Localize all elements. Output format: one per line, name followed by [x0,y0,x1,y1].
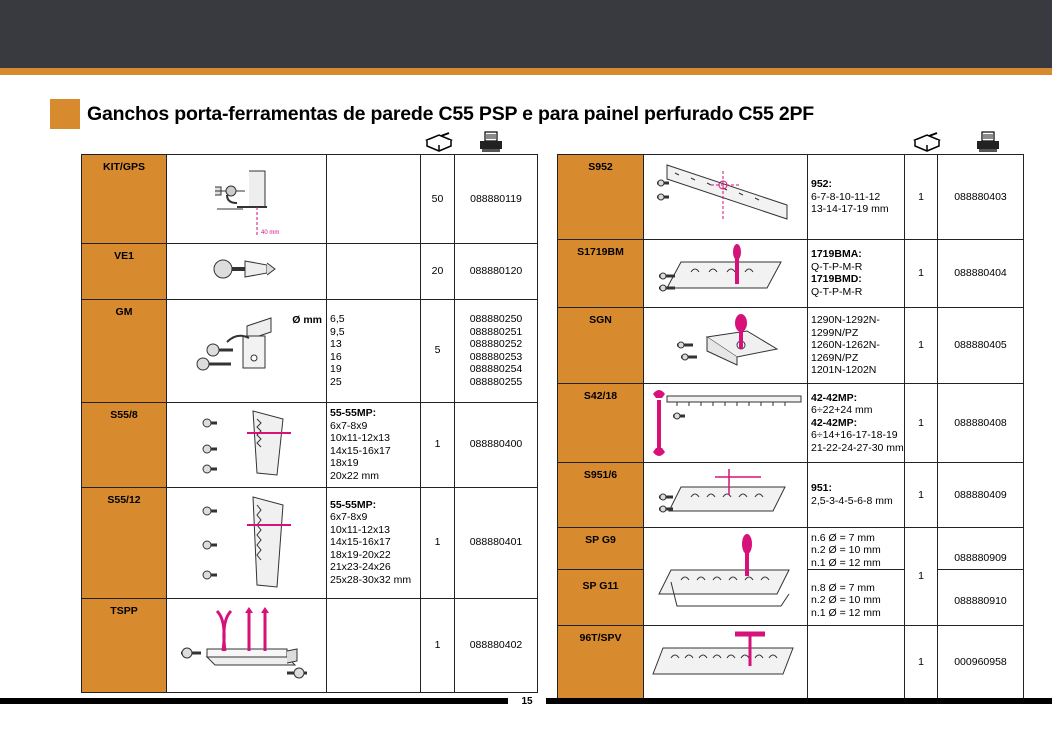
table-row [82,243,538,299]
table-row [558,463,1024,528]
product-image-sgn [644,308,808,384]
product-quantity: 1 [905,308,938,384]
product-reference: 088880401 [455,487,538,598]
product-code: SGN [558,308,644,384]
product-reference: 088880400 [455,402,538,487]
diameter-label: Ø mm [292,313,322,326]
product-description: 1719BMA: Q-T-P-M-R 1719BMD: Q-T-P-M-R [808,239,905,308]
product-description: 55-55MP: 6x7-8x9 10x11-12x13 14x15-16x17 18x19 20x22 mm [327,402,421,487]
product-code: S42/18 [558,384,644,463]
product-image-s55-8 [167,402,327,487]
product-description: 55-55MP: 6x7-8x9 10x11-12x13 14x15-16x17 18x19-20x22 21x23-24x26 25x28-30x32 mm [327,487,421,598]
table-row [82,299,538,402]
product-reference: 088880408 [938,384,1024,463]
product-description [808,626,905,699]
product-quantity: 5 [421,299,455,402]
quantity-box-icon [425,132,453,152]
product-reference: 088880250 088880251 088880252 088880253 088880254 088880255 [455,299,538,402]
product-quantity: 1 [421,402,455,487]
product-image-s951-6 [644,463,808,528]
row-divider [937,569,1023,570]
header-accent-line [0,68,1052,75]
product-image-s55-12 [167,487,327,598]
product-description [327,155,421,244]
product-description [327,243,421,299]
product-reference: 088880909 088880910 [938,527,1024,626]
table-row [558,155,1024,240]
product-code: TSPP [82,598,167,693]
product-reference: 088880404 [938,239,1024,308]
product-reference: 088880409 [938,463,1024,528]
product-code: S1719BM [558,239,644,308]
product-description: 951: 2,5-3-4-5-6-8 mm [808,463,905,528]
product-code: GM [82,299,167,402]
product-image-96t-spv [644,626,808,699]
table-row [558,384,1024,463]
product-code: S55/12 [82,487,167,598]
page-title: Ganchos porta-ferramentas de parede C55 PSP e para painel perfurado C55 2PF [87,103,814,125]
product-code: SP G9 SP G11 [558,527,644,626]
product-quantity: 1 [905,384,938,463]
product-code: 96T/SPV [558,626,644,699]
product-reference: 088880119 [455,155,538,244]
product-reference: 088880120 [455,243,538,299]
product-reference: 088880402 [455,598,538,693]
product-code: KIT/GPS [82,155,167,244]
product-image-s952 [644,155,808,240]
title-marker [50,99,80,129]
product-quantity: 1 [905,463,938,528]
product-code: S952 [558,155,644,240]
quantity-box-icon [913,132,941,152]
product-quantity: 1 [905,155,938,240]
product-image-sp-g9-g11 [644,527,808,626]
product-reference: 088880403 [938,155,1024,240]
table-row [82,402,538,487]
product-description: n.6 Ø = 7 mm n.2 Ø = 10 mm n.1 Ø = 12 mm n.8 Ø = 7 mm n.2 Ø = 10 mm n.1 Ø = 12 mm [808,527,905,626]
product-quantity: 1 [905,527,938,626]
table-row [82,487,538,598]
product-image-gm [167,299,327,402]
product-code: S55/8 [82,402,167,487]
product-quantity: 1 [905,626,938,699]
top-header-bar [0,0,1052,68]
product-description: 1290N-1292N- 1299N/PZ 1260N-1262N- 1269N/PZ 1201N-1202N [808,308,905,384]
product-code: S951/6 [558,463,644,528]
left-product-table [81,154,538,693]
right-product-table [557,154,1024,699]
product-code: VE1 [82,243,167,299]
table-row [558,626,1024,699]
table-row [558,308,1024,384]
barcode-printer-icon [976,131,1000,153]
product-reference: 088880405 [938,308,1024,384]
product-image-ve1 [167,243,327,299]
product-image-s1719bm [644,239,808,308]
product-description: 6,5 9,5 13 16 19 25 [327,299,421,402]
table-row [558,239,1024,308]
product-quantity: 1 [421,598,455,693]
product-reference: 000960958 [938,626,1024,699]
product-image-kit-gps [167,155,327,244]
table-row [558,527,1024,626]
product-quantity: 20 [421,243,455,299]
row-divider [557,569,643,570]
product-description: 952: 6-7-8-10-11-12 13-14-17-19 mm [808,155,905,240]
product-quantity: 1 [905,239,938,308]
row-divider [807,569,904,570]
product-quantity: 50 [421,155,455,244]
footer-bar-right [546,698,1052,704]
page-number: 15 [521,696,533,707]
table-row [82,155,538,244]
dimension-label: 40 mm [260,230,279,236]
product-image-tspp [167,598,327,693]
product-quantity: 1 [421,487,455,598]
footer-bar-left [0,698,508,704]
product-description [327,598,421,693]
table-row [82,598,538,693]
product-image-s42-18 [644,384,808,463]
barcode-printer-icon [479,131,503,153]
product-description: 42-42MP: 6÷22+24 mm 42-42MP: 6÷14+16-17-18-19 21-22-24-27-30 mm [808,384,905,463]
